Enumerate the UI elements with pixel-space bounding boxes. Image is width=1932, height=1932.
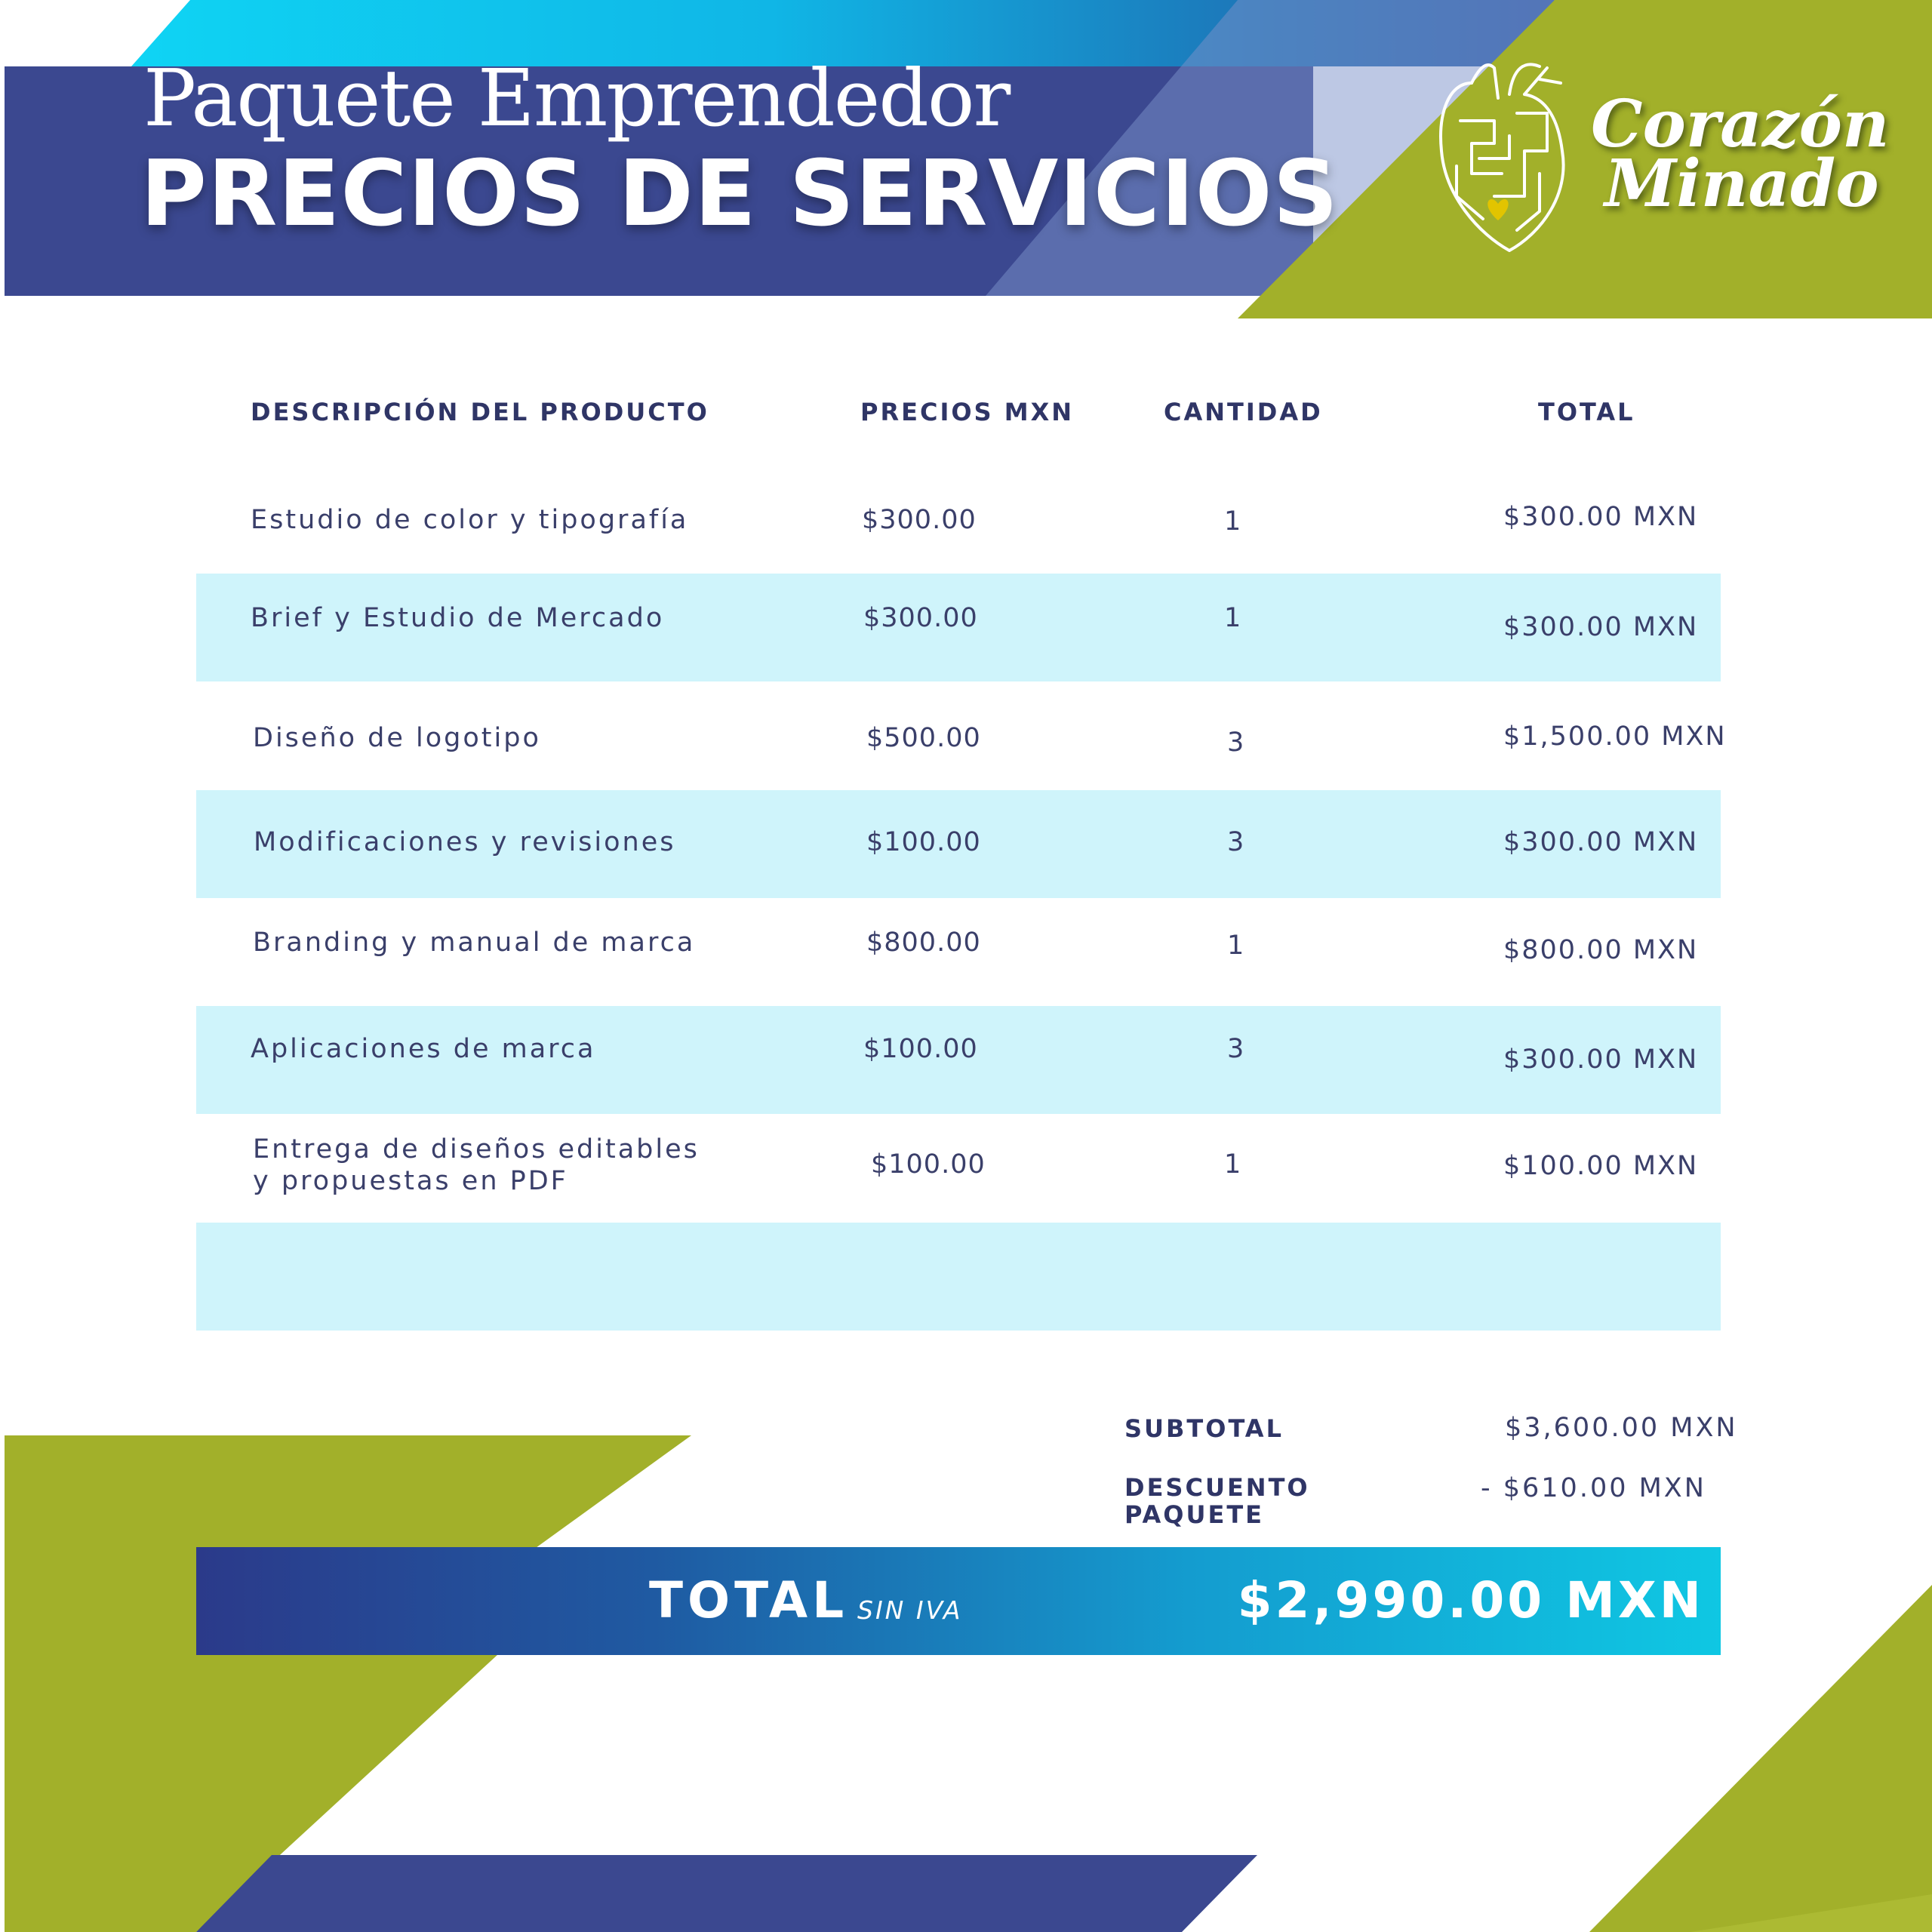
table-row [196,1114,1721,1222]
column-header-price: PRECIOS MXN [860,398,1075,426]
discount-value: - $610.00 MXN [1481,1473,1706,1503]
total-value: $2,990.00 MXN [1237,1571,1704,1629]
row-price: $300.00 [862,505,977,535]
table-row [196,1006,1721,1114]
total-label: TOTAL [649,1571,849,1629]
row-price: $300.00 [863,603,978,633]
column-header-description: DESCRIPCIÓN DEL PRODUCTO [251,398,709,426]
row-total: $800.00 MXN [1503,935,1699,965]
brand-line1: Corazón [1591,86,1890,162]
row-quantity: 1 [1227,931,1247,961]
row-description-line1: Entrega de diseños editables [253,1134,700,1164]
heart-maze-icon [1426,53,1577,257]
row-description: Brief y Estudio de Mercado [251,603,665,633]
row-price: $800.00 [866,928,981,958]
row-description: Branding y manual de marca [253,928,696,958]
row-description: Aplicaciones de marca [251,1034,596,1064]
table-row [196,681,1727,789]
row-quantity: 3 [1227,827,1247,857]
row-quantity: 1 [1224,506,1244,537]
discount-label-line1: DESCUENTO [1124,1473,1310,1502]
row-price: $100.00 [871,1149,986,1180]
row-description: Modificaciones y revisiones [254,827,676,857]
row-price: $500.00 [866,723,981,753]
row-price: $100.00 [863,1034,978,1064]
subtotal-label: SUBTOTAL [1124,1414,1284,1443]
column-header-quantity: CANTIDAD [1164,398,1323,426]
row-quantity: 1 [1224,1149,1244,1180]
row-quantity: 3 [1227,1034,1247,1064]
table-row-empty [196,1223,1721,1331]
row-total: $100.00 MXN [1503,1151,1699,1181]
row-quantity: 3 [1227,728,1247,758]
brand-line2: Minado [1604,146,1879,223]
row-description: Estudio de color y tipografía [251,505,689,535]
brand-logo-text [1591,86,1890,223]
table-row [196,574,1721,681]
row-total: $1,500.00 MXN [1503,721,1727,752]
row-price: $100.00 [866,827,981,857]
table-row [196,898,1721,1006]
row-description: Diseño de logotipo [253,723,541,753]
row-description-line2: y propuestas en PDF [253,1166,568,1196]
row-total: $300.00 MXN [1503,827,1699,857]
discount-label-line2: PAQUETE [1124,1500,1265,1529]
row-total: $300.00 MXN [1503,612,1699,642]
discount-label [1124,1474,1310,1528]
row-quantity: 1 [1224,603,1244,633]
total-note: SIN IVA [857,1595,963,1625]
page-title: PRECIOS DE SERVICIOS [140,142,1340,247]
table-row [196,790,1721,898]
subtotal-value: $3,600.00 MXN [1505,1413,1738,1443]
header-subtitle: Paquete Emprendedor [143,52,1010,144]
total-bar [196,1547,1721,1655]
column-header-total: TOTAL [1538,398,1635,426]
row-total: $300.00 MXN [1503,502,1699,532]
row-total: $300.00 MXN [1503,1044,1699,1075]
